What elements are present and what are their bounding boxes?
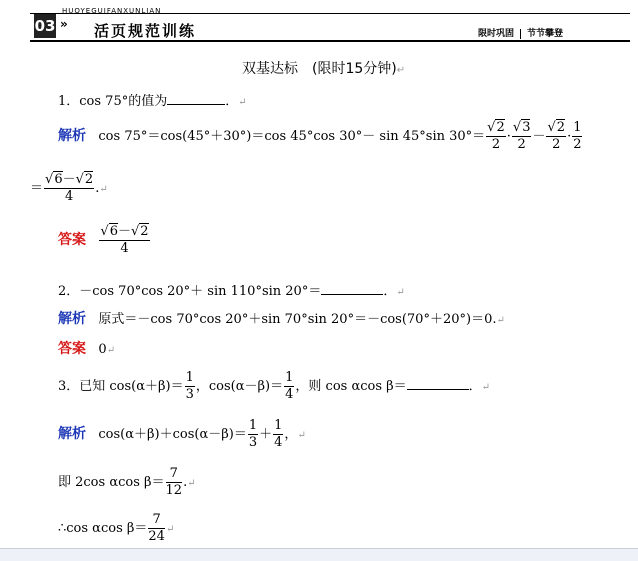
header-label-1: 限时巩固 — [478, 29, 515, 39]
q3-solution-line3: ∴cos αcos β＝ $\frac{7}{24}$ ↵ — [58, 512, 175, 544]
jiexi-label: 解析 — [58, 426, 86, 442]
q1-solution-line2: ＝ $\frac{√6-√2}{4}$ .↵ — [30, 172, 108, 204]
daan-label: 答案 — [58, 341, 86, 357]
header-divider — [520, 29, 521, 39]
daan-label: 答案 — [58, 232, 86, 248]
q3-solution: 解析 cos(α＋β)＋cos(α－β)＝ $\frac{1}{3}$ ＋ $\frac{1}{4}$ ，↵ — [58, 418, 306, 450]
chapter-badge: 03 — [34, 14, 56, 38]
q1-solution: 解析 cos 75°＝cos(45°＋30°)＝cos 45°cos 30°－ sin 45°sin 30°＝ $\frac{√2}{2}$ · $\frac{√3}{2}$ － $\frac{√2}{2}$ · $\frac{1}{2}$ — [58, 120, 582, 152]
header-pinyin: HUOYEGUIFANXUNLIAN — [62, 7, 162, 15]
header-label-2: 节节攀登 — [527, 29, 564, 39]
q1-answer: 答案 $\frac{√6-√2}{4}$ — [58, 224, 149, 256]
q2-solution: 解析 原式＝－cos 70°cos 20°＋sin 70°sin 20°＝－cos(70°＋20°)＝0.↵ — [58, 311, 505, 327]
q2-answer: 答案 0↵ — [58, 341, 116, 357]
question-2: 2．－cos 70°cos 20°＋ sin 110°sin 20°＝ ．↵ — [58, 284, 405, 299]
q3-solution-line2: 即 2cos αcos β＝ $\frac{7}{12}$ .↵ — [58, 466, 196, 498]
bottom-scroll-strip — [0, 548, 638, 561]
chevron-icon: » — [60, 17, 68, 31]
section-title: 活页规范训练 — [94, 22, 197, 40]
page-header — [0, 0, 638, 50]
jiexi-label: 解析 — [58, 128, 86, 144]
page-title: 双基达标 (限时15分钟)↵ — [242, 61, 406, 77]
question-3: 3．已知 cos(α＋β)＝ $\frac{1}{3}$ ，cos(α－β)＝ $\frac{1}{4}$ ，则 cos αcos β＝ ．↵ — [58, 370, 491, 402]
question-1: 1．cos 75°的值为 ．↵ — [58, 94, 247, 109]
header-right-labels — [478, 26, 563, 39]
jiexi-label: 解析 — [58, 311, 86, 327]
